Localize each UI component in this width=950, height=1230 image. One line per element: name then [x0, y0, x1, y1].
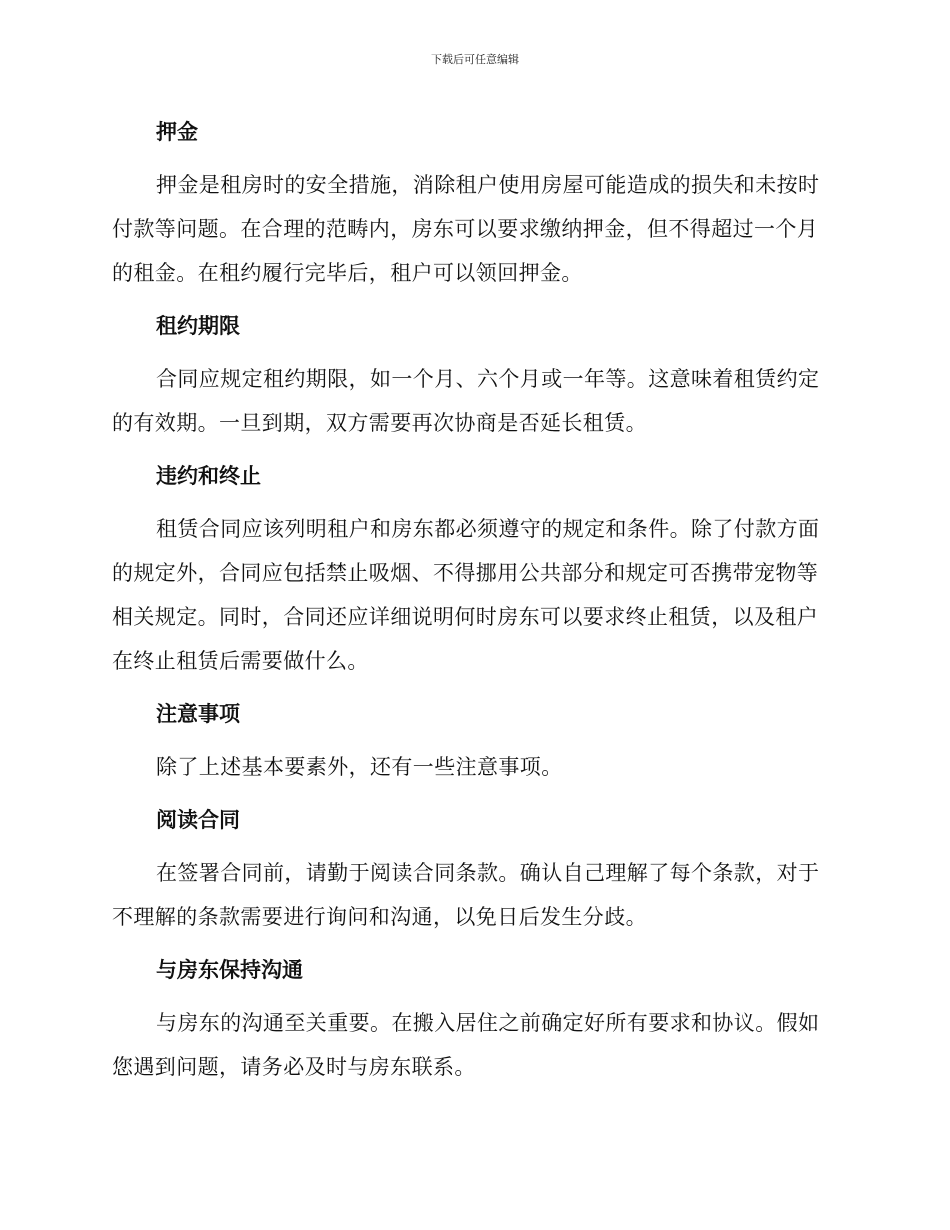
section-lease-term: [112, 304, 832, 445]
section-breach-termination: [112, 454, 832, 683]
section-paragraph: 在签署合同前，请勤于阅读合同条款。确认自己理解了每个条款，对于不理解的条款需要进行询问和沟通，以免日后发生分歧。: [112, 861, 820, 929]
section-heading: 注意事项: [156, 702, 240, 726]
page-header: 下载后可任意编辑: [431, 53, 519, 66]
section-notes: [112, 692, 832, 789]
section-read-contract: [112, 798, 832, 939]
section-paragraph: 租赁合同应该列明租户和房东都必须遵守的规定和条件。除了付款方面的规定外，合同应包括禁止吸烟、不得挪用公共部分和规定可否携带宠物等相关规定。同时，合同还应详细说明何时房东可以要求终止租赁，以及租户在终止租赁后需要做什么。: [112, 517, 820, 673]
section-heading: 与房东保持沟通: [156, 958, 303, 982]
section-paragraph: 押金是租房时的安全措施，消除租户使用房屋可能造成的损失和未按时付款等问题。在合理的范畴内，房东可以要求缴纳押金，但不得超过一个月的租金。在租约履行完毕后，租户可以领回押金。: [112, 173, 820, 285]
section-paragraph: 合同应规定租约期限，如一个月、六个月或一年等。这意味着租赁约定的有效期。一旦到期，双方需要再次协商是否延长租赁。: [112, 367, 820, 435]
section-communicate-landlord: [112, 948, 832, 1089]
section-deposit: [112, 110, 832, 295]
document-body: [112, 110, 832, 1089]
section-paragraph: 除了上述基本要素外，还有一些注意事项。: [156, 755, 563, 779]
section-heading: 押金: [156, 120, 198, 144]
section-paragraph: 与房东的沟通至关重要。在搬入居住之前确定好所有要求和协议。假如您遇到问题，请务必及时与房东联系。: [112, 1011, 820, 1079]
section-heading: 租约期限: [156, 314, 240, 338]
section-heading: 阅读合同: [156, 808, 240, 832]
section-heading: 违约和终止: [156, 464, 261, 488]
